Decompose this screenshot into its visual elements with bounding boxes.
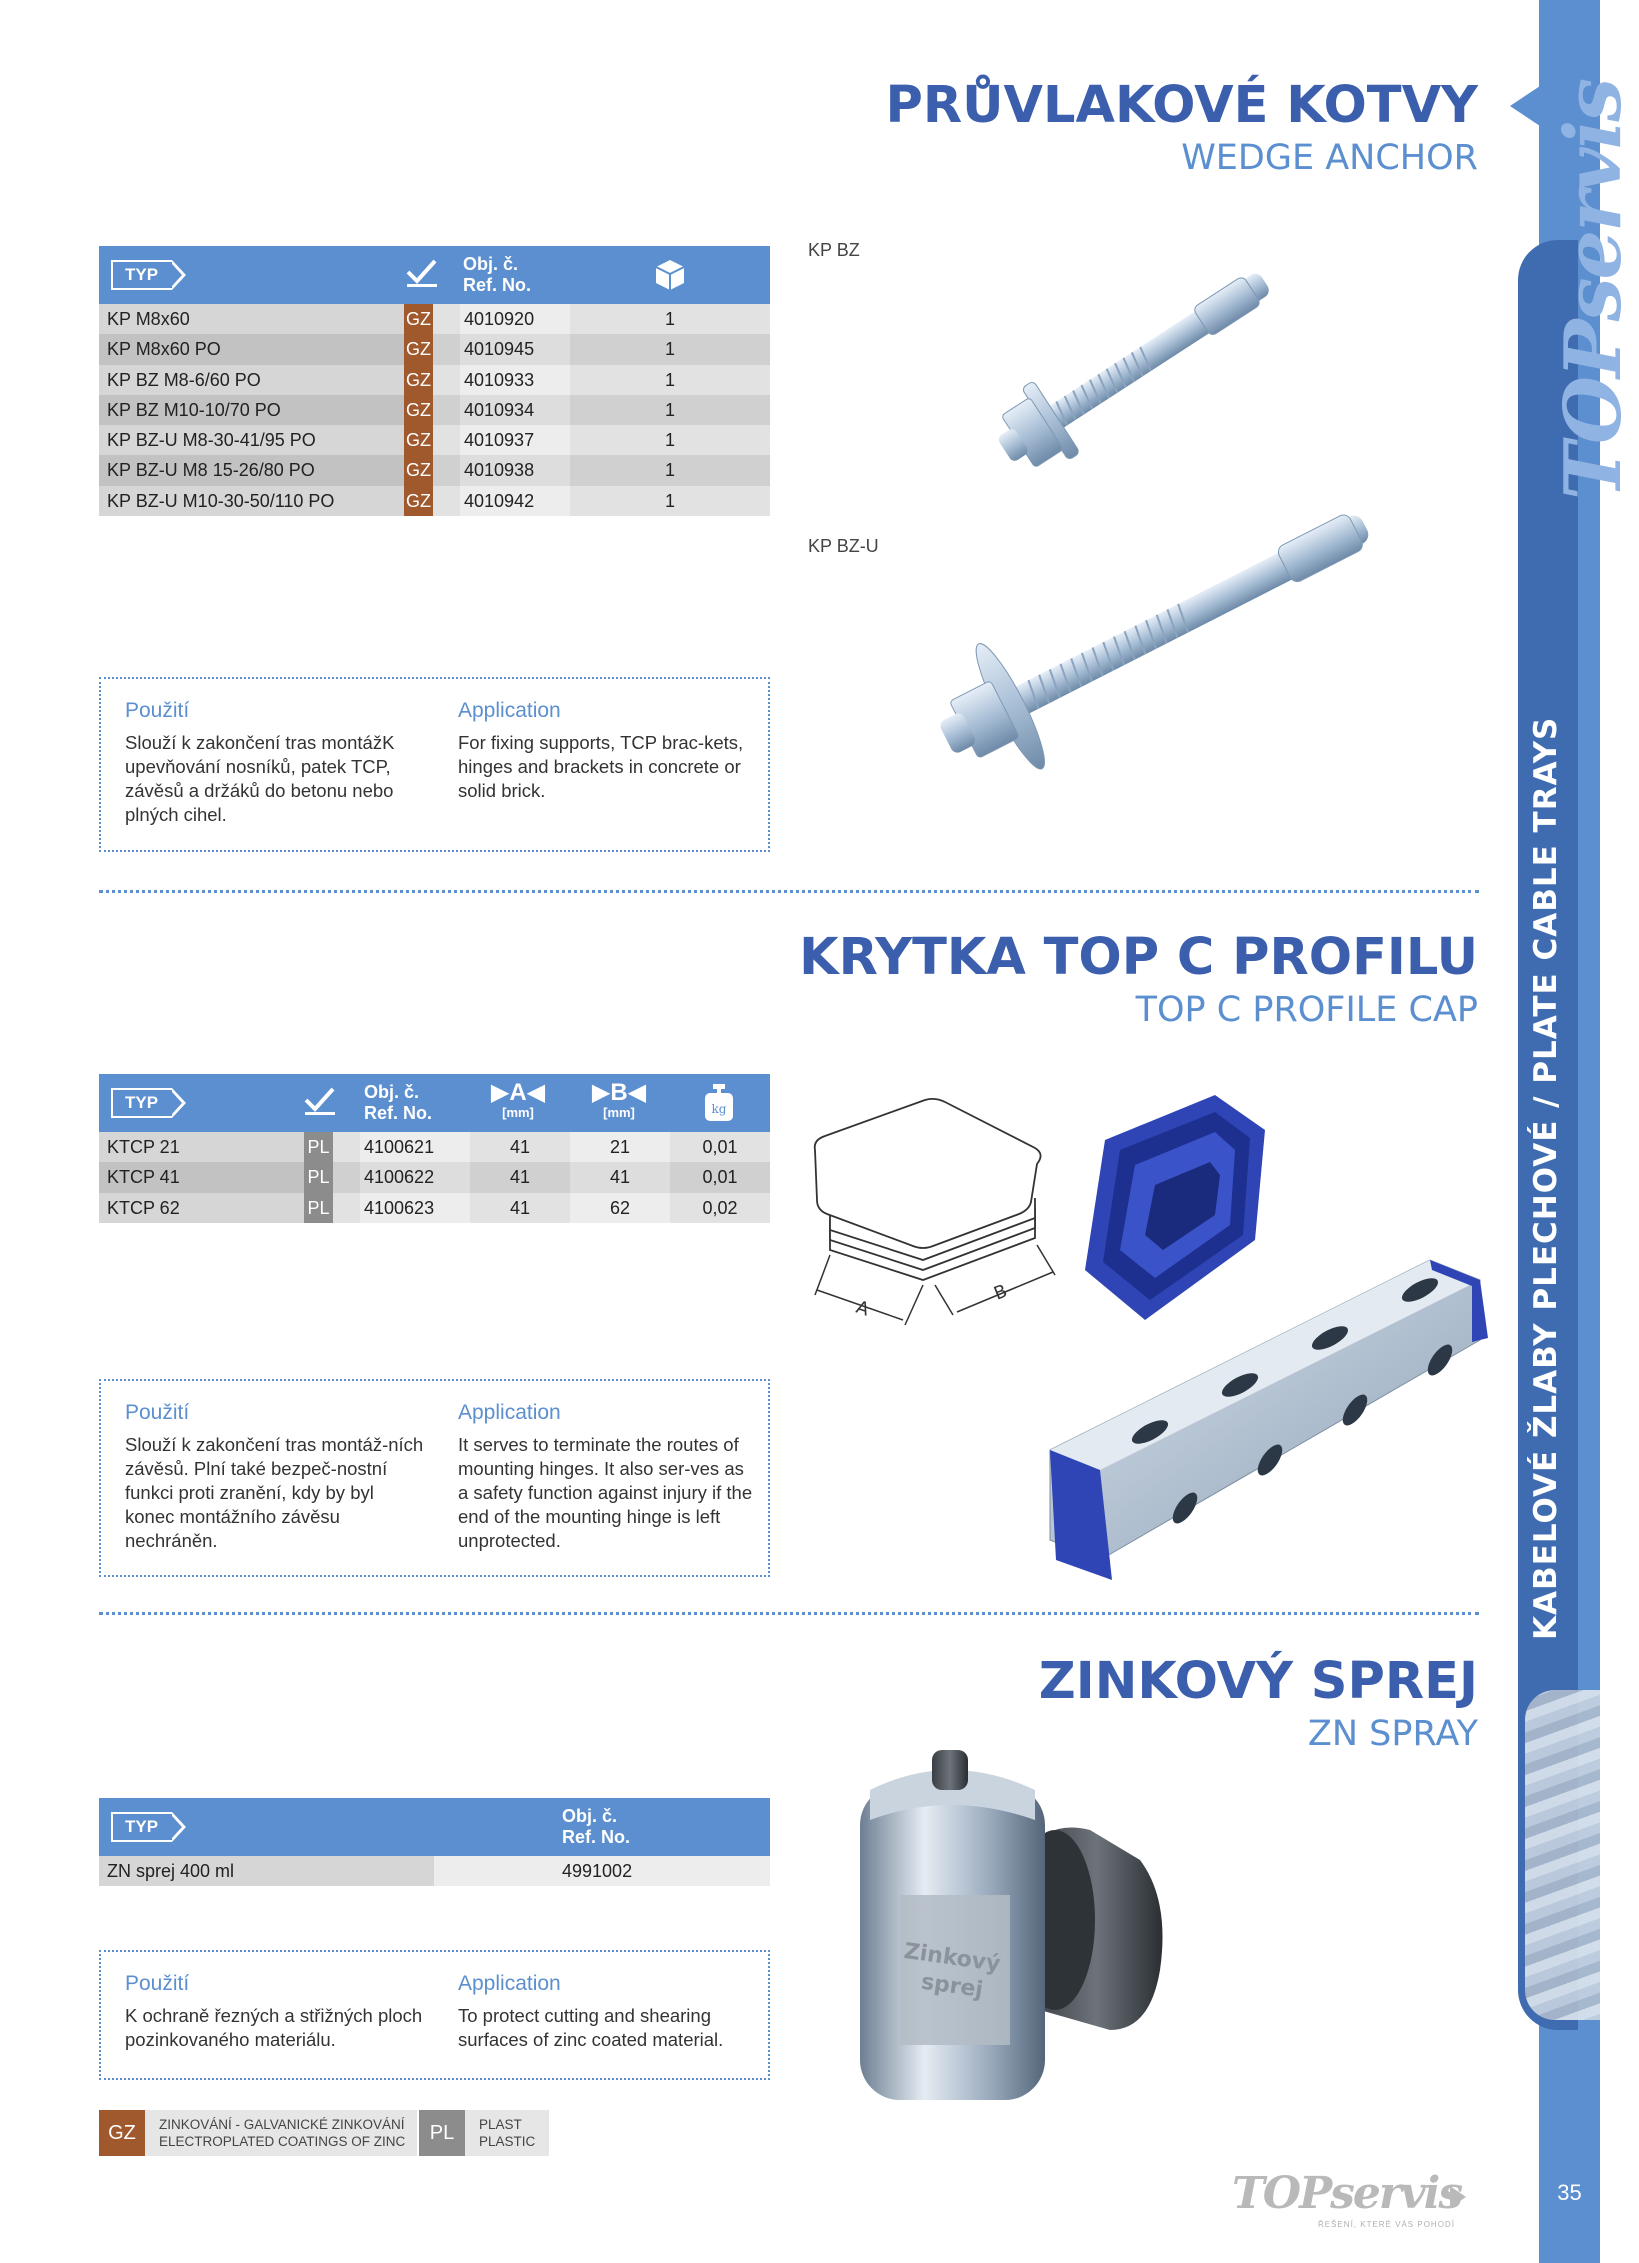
cell-spacer xyxy=(333,1193,360,1223)
cell-type: KP M8x60 PO xyxy=(99,334,404,364)
table-row xyxy=(99,304,770,334)
table-header xyxy=(99,1074,770,1132)
cell-quantity: 1 xyxy=(570,304,770,334)
usage-cz: Použití K ochraně řezných a střižných ploch pozinkovaného materiálu. xyxy=(125,1972,423,2050)
table-row xyxy=(99,1193,770,1223)
cell-quantity: 1 xyxy=(570,365,770,395)
cell-material: PL xyxy=(304,1193,333,1223)
cell-ref-no: 4010920 xyxy=(460,304,570,334)
cell-ref-no: 4010945 xyxy=(460,334,570,364)
cell-spacer xyxy=(333,1162,360,1192)
footer-arrow-icon xyxy=(1450,2186,1466,2208)
section1-subtitle: WEDGE ANCHOR xyxy=(1181,138,1478,178)
can-label: Zinkový sprej xyxy=(902,1938,1002,2003)
cell-ref-no: 4010942 xyxy=(460,486,570,516)
cell-quantity: 1 xyxy=(570,486,770,516)
cell-spacer xyxy=(433,486,460,516)
section2-usage-box xyxy=(99,1379,770,1577)
cell-spacer xyxy=(433,334,460,364)
cell-material: PL xyxy=(304,1132,333,1162)
check-material-icon xyxy=(405,258,439,288)
cell-dimension-a: 41 xyxy=(470,1193,570,1223)
section1-title: PRŮVLAKOVÉ KOTVY xyxy=(885,76,1478,135)
typ-tag: TYP xyxy=(111,1812,172,1842)
cell-material: PL xyxy=(304,1162,333,1192)
table-body xyxy=(99,1132,770,1223)
cell-spacer xyxy=(433,395,460,425)
section3-title: ZINKOVÝ SPREJ xyxy=(1038,1652,1478,1711)
cell-type: KTCP 21 xyxy=(99,1132,304,1162)
cell-dimension-b: 41 xyxy=(570,1162,670,1192)
cell-type: KP M8x60 xyxy=(99,304,404,334)
cell-dimension-a: 41 xyxy=(470,1162,570,1192)
usage-en: Application It serves to terminate the routes of mounting hinges. It also ser-ves as a safety function against injury if the end of the mounting hinge is left unprotected. xyxy=(458,1401,753,1551)
table-row xyxy=(99,1856,770,1886)
page-number: 35 xyxy=(1557,2180,1582,2205)
section3-subtitle: ZN SPRAY xyxy=(1307,1714,1478,1754)
cell-material: GZ xyxy=(404,304,433,334)
svg-text:kg: kg xyxy=(711,1102,727,1116)
legend-pl xyxy=(419,2110,549,2156)
cell-type: KTCP 41 xyxy=(99,1162,304,1192)
section1-heading xyxy=(885,76,1478,180)
cell-material: GZ xyxy=(404,395,433,425)
cell-ref-no: 4100623 xyxy=(360,1193,470,1223)
legend-pl-swatch: PL xyxy=(419,2110,465,2156)
cell-weight: 0,01 xyxy=(670,1132,770,1162)
side-cable-tray-picture xyxy=(1525,1690,1600,2020)
cell-spacer xyxy=(433,455,460,485)
cell-ref-no: 4991002 xyxy=(434,1856,770,1886)
table-row xyxy=(99,486,770,516)
table-row xyxy=(99,455,770,485)
cell-type: KP BZ-U M10-30-50/110 PO xyxy=(99,486,404,516)
cell-type: KP BZ M8-6/60 PO xyxy=(99,365,404,395)
section-divider xyxy=(99,890,1479,893)
legend-gz-text: ZINKOVÁNÍ - GALVANICKÉ ZINKOVÁNÍ ELECTROPLATED COATINGS OF ZINC xyxy=(145,2110,417,2156)
section3-usage-box xyxy=(99,1950,770,2080)
wedge-anchor-kp-bz-image xyxy=(960,240,1320,490)
cell-dimension-a: 41 xyxy=(470,1132,570,1162)
cell-material: GZ xyxy=(404,334,433,364)
cell-ref-no: 4010938 xyxy=(460,455,570,485)
cell-material: GZ xyxy=(404,365,433,395)
legend-pl-text: PLAST PLASTIC xyxy=(465,2110,549,2156)
section2-title: KRYTKA TOP C PROFILU xyxy=(799,928,1478,987)
side-logo: TOPservis xyxy=(1548,79,1639,500)
image-label-kp-bz: KP BZ xyxy=(808,240,860,260)
package-cube-icon xyxy=(652,257,688,293)
section1-usage-box xyxy=(99,677,770,852)
cell-ref-no: 4010933 xyxy=(460,365,570,395)
cell-spacer xyxy=(433,365,460,395)
cell-quantity: 1 xyxy=(570,455,770,485)
table-header xyxy=(99,1798,770,1856)
section2-heading xyxy=(799,928,1478,1032)
footer-logo: TOPservis xyxy=(1232,2168,1462,2219)
cell-spacer xyxy=(433,425,460,455)
cell-quantity: 1 xyxy=(570,395,770,425)
cell-type: KP BZ M10-10/70 PO xyxy=(99,395,404,425)
usage-en: Application To protect cutting and shearing surfaces of zinc coated material. xyxy=(458,1972,724,2050)
weight-icon xyxy=(703,1084,735,1122)
legend-gz xyxy=(99,2110,417,2156)
cell-material: GZ xyxy=(404,486,433,516)
cell-spacer xyxy=(433,304,460,334)
table-row xyxy=(99,334,770,364)
c-profile-with-cap-image xyxy=(1040,1250,1490,1590)
usage-cz: Použití Slouží k zakončení tras montážK upevňování nosníků, patek TCP, závěsů a držáků do betonu nebo plných cihel. xyxy=(125,699,395,825)
drawing-label-a: A xyxy=(853,1296,872,1321)
cell-weight: 0,02 xyxy=(670,1193,770,1223)
table-row xyxy=(99,395,770,425)
typ-tag: TYP xyxy=(111,1088,172,1118)
cap-technical-drawing xyxy=(805,1090,1065,1330)
check-material-icon xyxy=(303,1086,337,1116)
cell-material: GZ xyxy=(404,425,433,455)
cell-dimension-b: 62 xyxy=(570,1193,670,1223)
cell-type: ZN sprej 400 ml xyxy=(99,1856,434,1886)
section2-subtitle: TOP C PROFILE CAP xyxy=(1135,990,1478,1030)
image-label-kp-bz-u: KP BZ-U xyxy=(808,536,879,556)
cell-ref-no: 4100622 xyxy=(360,1162,470,1192)
cell-ref-no: 4010934 xyxy=(460,395,570,425)
cell-type: KP BZ-U M8-30-41/95 PO xyxy=(99,425,404,455)
cell-type: KP BZ-U M8 15-26/80 PO xyxy=(99,455,404,485)
wedge-anchor-kp-bz-u-image xyxy=(900,470,1420,790)
cell-quantity: 1 xyxy=(570,425,770,455)
usage-en: Application For fixing supports, TCP brac-kets, hinges and brackets in concrete or solid brick. xyxy=(458,699,744,801)
zinc-spray-can-image xyxy=(840,1730,1260,2110)
table-row xyxy=(99,425,770,455)
drawing-label-b: B xyxy=(991,1280,1011,1305)
section3-table xyxy=(99,1798,770,1886)
ref-header: Obj. č. Ref. No. xyxy=(562,1806,631,1847)
cell-ref-no: 4100621 xyxy=(360,1132,470,1162)
cell-dimension-b: 21 xyxy=(570,1132,670,1162)
typ-tag: TYP xyxy=(111,260,172,290)
section1-table xyxy=(99,246,770,516)
table-header xyxy=(99,246,770,304)
side-vertical-title: KABELOVÉ ŽLABY PLECHOVÉ / PLATE CABLE TRAYS xyxy=(1528,716,1564,1640)
ref-header: Obj. č. Ref. No. xyxy=(463,254,532,295)
section-divider xyxy=(99,1612,1479,1615)
usage-cz: Použití Slouží k zakončení tras montáž-ních závěsů. Plní také bezpeč-nostní funkci proti zranění, kdy by byl konec montážního závěsu nechráněn. xyxy=(125,1401,424,1551)
table-body xyxy=(99,304,770,516)
cell-ref-no: 4010937 xyxy=(460,425,570,455)
footer-tagline: ŘEŠENÍ, KTERÉ VÁS POHODÍ xyxy=(1318,2220,1455,2229)
dimension-a-header: ▶A◀ [mm] xyxy=(490,1079,546,1120)
legend-gz-swatch: GZ xyxy=(99,2110,145,2156)
cell-type: KTCP 62 xyxy=(99,1193,304,1223)
table-row xyxy=(99,365,770,395)
cell-quantity: 1 xyxy=(570,334,770,364)
ref-header: Obj. č. Ref. No. xyxy=(364,1082,433,1123)
cell-spacer xyxy=(333,1132,360,1162)
cell-weight: 0,01 xyxy=(670,1162,770,1192)
table-row xyxy=(99,1132,770,1162)
section2-table xyxy=(99,1074,770,1223)
dimension-b-header: ▶B◀ [mm] xyxy=(591,1079,647,1120)
table-row xyxy=(99,1162,770,1192)
table-body xyxy=(99,1856,770,1886)
cell-material: GZ xyxy=(404,455,433,485)
side-notch-marker xyxy=(1510,86,1540,126)
